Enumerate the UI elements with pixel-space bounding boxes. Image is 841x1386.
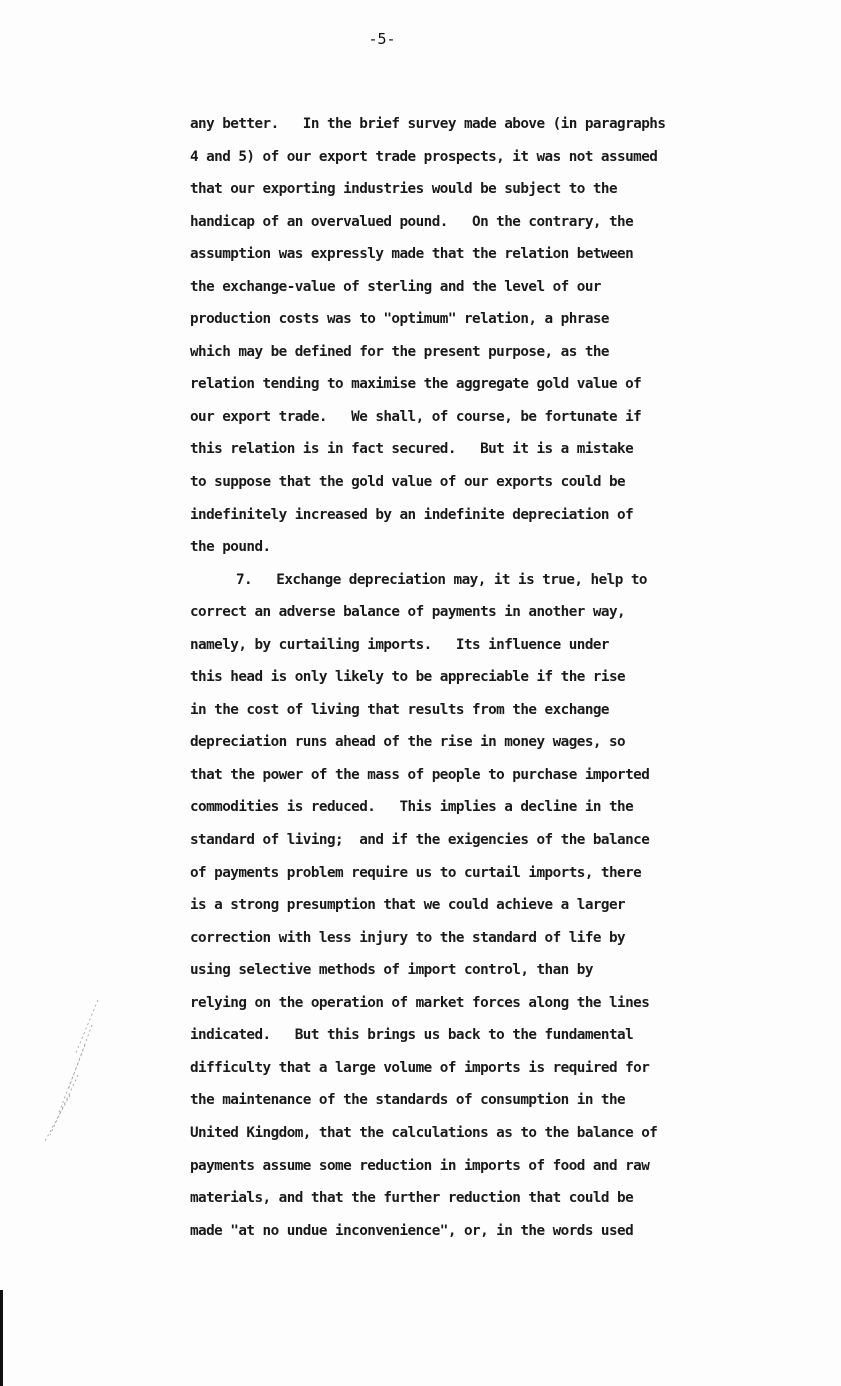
text-line: which may be defined for the present purpose, as the xyxy=(190,343,609,360)
text-line: our export trade. We shall, of course, be fortunate if xyxy=(190,408,642,425)
text-line: indefinitely increased by an indefinite depreciation of xyxy=(190,506,634,523)
text-line: difficulty that a large volume of imports is required for xyxy=(190,1059,650,1076)
text-line: relation tending to maximise the aggregate gold value of xyxy=(190,376,642,393)
scan-artifact-marks xyxy=(30,995,100,1145)
paragraph-7-start: 7. Exchange depreciation may, it is true, help to xyxy=(236,571,647,588)
text-line: relying on the operation of market forces along the lines xyxy=(190,994,650,1011)
text-line: of payments problem require us to curtail imports, there xyxy=(190,864,642,881)
text-line: standard of living; and if the exigencies of the balance xyxy=(190,832,650,849)
text-line: depreciation runs ahead of the rise in money wages, so xyxy=(190,734,626,751)
text-line: commodities is reduced. This implies a decline in the xyxy=(190,799,634,816)
text-line: to suppose that the gold value of our exports could be xyxy=(190,474,626,491)
text-line: 4 and 5) of our export trade prospects, it was not assumed xyxy=(190,148,658,165)
text-line: namely, by curtailing imports. Its influence under xyxy=(190,636,609,653)
text-line: correction with less injury to the standard of life by xyxy=(190,929,626,946)
text-line: indicated. But this brings us back to the fundamental xyxy=(190,1027,634,1044)
text-line: materials, and that the further reduction that could be xyxy=(190,1190,634,1207)
text-line: is a strong presumption that we could achieve a larger xyxy=(190,897,626,914)
text-line: the exchange-value of sterling and the level of our xyxy=(190,278,601,295)
body-text xyxy=(190,108,780,1247)
text-line: this relation is in fact secured. But it is a mistake xyxy=(190,441,634,458)
text-line: correct an adverse balance of payments in another way, xyxy=(190,604,626,621)
text-line: any better. In the brief survey made above (in paragraphs xyxy=(190,116,666,132)
text-line: made "at no undue inconvenience", or, in the words used xyxy=(190,1222,634,1239)
text-line: the pound. xyxy=(190,539,271,556)
text-line: that our exporting industries would be subject to the xyxy=(190,181,618,198)
text-line: the maintenance of the standards of consumption in the xyxy=(190,1092,626,1109)
text-line: United Kingdom, that the calculations as to the balance of xyxy=(190,1124,658,1141)
text-line: production costs was to "optimum" relation, a phrase xyxy=(190,311,609,328)
text-line: in the cost of living that results from the exchange xyxy=(190,701,609,718)
text-line: this head is only likely to be appreciable if the rise xyxy=(190,669,626,686)
text-line: using selective methods of import control, than by xyxy=(190,962,593,979)
scan-edge-bar xyxy=(0,1290,3,1386)
text-line: payments assume some reduction in imports of food and raw xyxy=(190,1157,650,1174)
text-line: handicap of an overvalued pound. On the contrary, the xyxy=(190,213,634,230)
text-line: assumption was expressly made that the relation between xyxy=(190,246,634,263)
text-line: that the power of the mass of people to purchase imported xyxy=(190,766,650,783)
page-number: -5- xyxy=(368,30,396,48)
